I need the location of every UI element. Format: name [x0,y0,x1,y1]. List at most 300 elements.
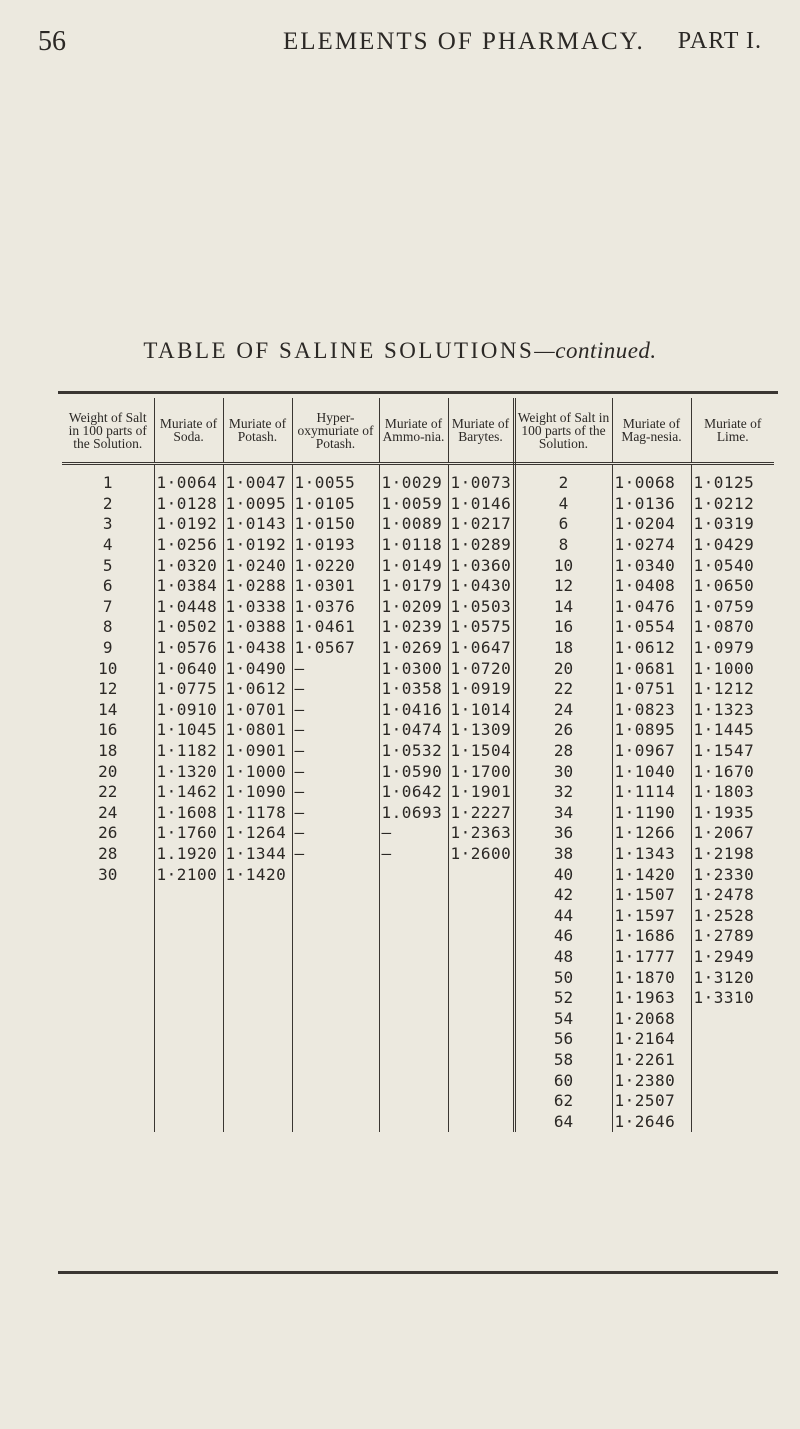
salt-weight-cell: 22 [514,679,612,700]
table-row [62,926,774,947]
specific-gravity-cell: 1·0029 [379,464,448,494]
specific-gravity-cell [292,1091,379,1112]
salt-weight-cell: 56 [514,1029,612,1050]
salt-weight-cell: 10 [514,555,612,576]
specific-gravity-cell: — [292,761,379,782]
table-row [62,576,774,597]
saline-solutions-table [62,398,774,1132]
specific-gravity-cell: 1·0554 [612,617,691,638]
specific-gravity-cell: 1·1504 [448,741,514,762]
specific-gravity-cell [154,1050,223,1071]
specific-gravity-cell: 1·0919 [448,679,514,700]
salt-weight-cell [62,1008,154,1029]
salt-weight-cell: 7 [62,597,154,618]
specific-gravity-cell: 1·0642 [379,782,448,803]
specific-gravity-cell [448,1008,514,1029]
specific-gravity-cell [691,1111,774,1132]
column-header: Muriate of Soda. [154,398,223,464]
specific-gravity-cell [223,1070,292,1091]
specific-gravity-cell: 1·0274 [612,535,691,556]
specific-gravity-cell: 1·0640 [154,658,223,679]
specific-gravity-cell: 1·0979 [693,638,755,658]
specific-gravity-cell: 1·1309 [448,720,514,741]
specific-gravity-cell [292,905,379,926]
table-row [62,905,774,926]
salt-weight-cell [62,1029,154,1050]
part-label: PART I. [677,28,762,54]
specific-gravity-cell [448,926,514,947]
salt-weight-cell: 12 [514,576,612,597]
specific-gravity-cell: 1·0209 [379,597,448,618]
specific-gravity-cell: 1·0775 [154,679,223,700]
specific-gravity-cell [448,1029,514,1050]
specific-gravity-cell: 1·0490 [223,658,292,679]
specific-gravity-cell [691,1091,774,1112]
specific-gravity-cell: 1·0384 [154,576,223,597]
specific-gravity-cell: 1·0647 [448,638,514,659]
salt-weight-cell: 20 [514,658,612,679]
specific-gravity-cell: 1·0430 [448,576,514,597]
specific-gravity-cell: 1·0301 [292,576,379,597]
salt-weight-cell: 42 [514,885,612,906]
salt-weight-cell: 52 [514,988,612,1009]
specific-gravity-cell: — [292,700,379,721]
salt-weight-cell: 4 [514,494,612,515]
specific-gravity-cell: 1·1670 [693,761,755,781]
table-row [62,638,774,659]
specific-gravity-cell [379,1111,448,1132]
specific-gravity-cell: 1·2068 [612,1008,691,1029]
specific-gravity-cell [154,967,223,988]
specific-gravity-cell [379,1029,448,1050]
table-row [62,844,774,865]
specific-gravity-cell: 1·1777 [612,947,691,968]
specific-gravity-cell: 1·2380 [612,1070,691,1091]
specific-gravity-cell [223,967,292,988]
specific-gravity-cell: 1·0358 [379,679,448,700]
column-header: Weight of Salt in 100 parts of the Solution. [62,398,154,464]
specific-gravity-cell: 1·0340 [612,555,691,576]
salt-weight-cell: 16 [514,617,612,638]
specific-gravity-cell: 1·0136 [612,494,691,515]
specific-gravity-cell: 1·0438 [223,638,292,659]
specific-gravity-cell: 1·1014 [448,700,514,721]
specific-gravity-cell: 1.0693 [379,803,448,824]
specific-gravity-cell: 1·1264 [223,823,292,844]
specific-gravity-cell: 1.1920 [154,844,223,865]
specific-gravity-cell: 1·0055 [292,464,379,494]
specific-gravity-cell: 1·0319 [693,514,755,534]
specific-gravity-cell [292,864,379,885]
salt-weight-cell [62,967,154,988]
specific-gravity-cell: 1·2528 [693,905,755,925]
specific-gravity-cell [379,926,448,947]
specific-gravity-cell [292,1050,379,1071]
specific-gravity-cell: 1·0289 [448,535,514,556]
table-row [62,617,774,638]
specific-gravity-cell: 1·1870 [612,967,691,988]
specific-gravity-cell: 1·0502 [154,617,223,638]
specific-gravity-cell: 1·0590 [379,761,448,782]
salt-weight-cell: 64 [514,1111,612,1132]
specific-gravity-cell [448,1050,514,1071]
specific-gravity-cell [379,1070,448,1091]
salt-weight-cell: 38 [514,844,612,865]
specific-gravity-cell: 1·0476 [612,597,691,618]
table-row [62,555,774,576]
column-header: Muriate of Potash. [223,398,292,464]
specific-gravity-cell: — [292,679,379,700]
specific-gravity-cell [448,1091,514,1112]
salt-weight-cell [62,1050,154,1071]
specific-gravity-cell: 1·1597 [612,905,691,926]
specific-gravity-cell: 1·0429 [693,535,755,555]
specific-gravity-cell: — [379,823,448,844]
specific-gravity-cell [448,988,514,1009]
specific-gravity-cell: 1·0150 [292,514,379,535]
column-header: Weight of Salt in 100 parts of the Solution. [514,398,612,464]
salt-weight-cell: 10 [62,658,154,679]
specific-gravity-cell: 1·0576 [154,638,223,659]
specific-gravity-cell: — [292,844,379,865]
specific-gravity-cell: 1·0448 [154,597,223,618]
salt-weight-cell: 5 [62,555,154,576]
salt-weight-cell: 6 [514,514,612,535]
salt-weight-cell: 3 [62,514,154,535]
column-header: Muriate of Barytes. [448,398,514,464]
salt-weight-cell: 32 [514,782,612,803]
specific-gravity-cell [292,1111,379,1132]
specific-gravity-cell: 1·0089 [379,514,448,535]
specific-gravity-cell: 1·1901 [448,782,514,803]
specific-gravity-cell [379,1050,448,1071]
salt-weight-cell: 62 [514,1091,612,1112]
specific-gravity-cell: 1·0193 [292,535,379,556]
salt-weight-cell [62,947,154,968]
specific-gravity-cell: 1·0895 [612,720,691,741]
salt-weight-cell: 24 [62,803,154,824]
specific-gravity-cell: 1·0320 [154,555,223,576]
specific-gravity-cell: 1·1963 [612,988,691,1009]
table-row [62,720,774,741]
column-header: Hyper-oxymuriate of Potash. [292,398,379,464]
table-row [62,761,774,782]
salt-weight-cell: 28 [514,741,612,762]
table-row [62,1111,774,1132]
specific-gravity-cell [292,947,379,968]
specific-gravity-cell [154,1008,223,1029]
table-title-main: TABLE OF SALINE SOLUTIONS [143,338,535,363]
specific-gravity-cell: 1·0149 [379,555,448,576]
salt-weight-cell: 36 [514,823,612,844]
specific-gravity-cell: 1·0376 [292,597,379,618]
specific-gravity-cell: 1·1182 [154,741,223,762]
specific-gravity-cell: 1·2198 [693,843,755,863]
table-row [62,885,774,906]
specific-gravity-cell: 1·1212 [693,679,755,699]
specific-gravity-cell [223,926,292,947]
table-row [62,741,774,762]
specific-gravity-cell: 1·0967 [612,741,691,762]
specific-gravity-cell: 1·0068 [612,464,691,494]
salt-weight-cell: 6 [62,576,154,597]
specific-gravity-cell: 1·2646 [612,1111,691,1132]
specific-gravity-cell [448,1111,514,1132]
specific-gravity-cell: 1·0612 [223,679,292,700]
page-number: 56 [38,26,66,57]
specific-gravity-cell: 1·0901 [223,741,292,762]
specific-gravity-cell: 1·2789 [693,926,755,946]
specific-gravity-cell [154,1111,223,1132]
table-row [62,864,774,885]
specific-gravity-cell: 1·0650 [693,576,755,596]
table-row [62,1070,774,1091]
specific-gravity-cell [691,1029,774,1050]
specific-gravity-cell [448,864,514,885]
specific-gravity-cell: 1·2478 [693,885,755,905]
specific-gravity-cell [292,967,379,988]
table-row [62,1008,774,1029]
specific-gravity-cell: 1·0192 [154,514,223,535]
specific-gravity-cell [292,885,379,906]
salt-weight-cell [62,1111,154,1132]
specific-gravity-cell [379,885,448,906]
specific-gravity-cell [223,1111,292,1132]
specific-gravity-cell: 1·0095 [223,494,292,515]
specific-gravity-cell: 1·0408 [612,576,691,597]
specific-gravity-cell [223,1091,292,1112]
column-header: Muriate of Mag-nesia. [612,398,691,464]
specific-gravity-cell: 1·1547 [693,741,755,761]
specific-gravity-cell [379,1008,448,1029]
table-row [62,782,774,803]
specific-gravity-cell: 1·1935 [693,802,755,822]
specific-gravity-cell: 1·0073 [448,464,514,494]
specific-gravity-cell: 1·2227 [448,803,514,824]
specific-gravity-cell: 1·0179 [379,576,448,597]
table-row [62,1091,774,1112]
specific-gravity-cell: 1·0612 [612,638,691,659]
specific-gravity-cell: 1·0910 [154,700,223,721]
column-header: Muriate of Ammo-nia. [379,398,448,464]
salt-weight-cell [62,988,154,1009]
specific-gravity-cell: 1·1507 [612,885,691,906]
specific-gravity-cell [379,947,448,968]
salt-weight-cell: 50 [514,967,612,988]
specific-gravity-cell [691,1050,774,1071]
specific-gravity-cell: 1·0701 [223,700,292,721]
specific-gravity-cell: 1·0474 [379,720,448,741]
specific-gravity-cell: 1·0360 [448,555,514,576]
specific-gravity-cell: 1·2261 [612,1050,691,1071]
specific-gravity-cell: 1·1090 [223,782,292,803]
specific-gravity-cell: — [292,720,379,741]
specific-gravity-cell [292,1029,379,1050]
specific-gravity-cell [154,1070,223,1091]
table-row [62,823,774,844]
specific-gravity-cell: 1·0204 [612,514,691,535]
specific-gravity-cell [379,967,448,988]
specific-gravity-cell: 1·1760 [154,823,223,844]
salt-weight-cell: 2 [62,494,154,515]
table-row [62,464,774,494]
salt-weight-cell: 60 [514,1070,612,1091]
table-top-rule [58,391,778,394]
specific-gravity-cell: 1·1178 [223,803,292,824]
specific-gravity-cell: 1·0575 [448,617,514,638]
salt-weight-cell: 18 [514,638,612,659]
specific-gravity-cell: 1·1420 [612,864,691,885]
specific-gravity-cell: 1·2164 [612,1029,691,1050]
specific-gravity-cell: 1·3120 [693,967,755,987]
salt-weight-cell: 8 [62,617,154,638]
specific-gravity-cell: 1·0212 [693,493,755,513]
specific-gravity-cell [154,926,223,947]
specific-gravity-cell [448,905,514,926]
specific-gravity-cell: 1·0416 [379,700,448,721]
specific-gravity-cell: 1·2067 [693,823,755,843]
table-row [62,947,774,968]
salt-weight-cell: 30 [62,864,154,885]
table-title-continued: —continued. [534,338,657,363]
table-bottom-rule [58,1271,778,1274]
specific-gravity-cell [223,947,292,968]
specific-gravity-cell: 1·1045 [154,720,223,741]
specific-gravity-cell: — [292,658,379,679]
salt-weight-cell: 8 [514,535,612,556]
specific-gravity-cell: 1·0118 [379,535,448,556]
specific-gravity-cell [448,1070,514,1091]
specific-gravity-cell: 1·0461 [292,617,379,638]
table-row [62,988,774,1009]
specific-gravity-cell [223,988,292,1009]
specific-gravity-cell: 1·2363 [448,823,514,844]
specific-gravity-cell: 1·1266 [612,823,691,844]
specific-gravity-cell: 1·1462 [154,782,223,803]
specific-gravity-cell [379,905,448,926]
specific-gravity-cell: 1·0751 [612,679,691,700]
salt-weight-cell: 58 [514,1050,612,1071]
salt-weight-cell: 2 [514,464,612,494]
specific-gravity-cell: 1·0720 [448,658,514,679]
table-row [62,514,774,535]
specific-gravity-cell: 1·0143 [223,514,292,535]
specific-gravity-cell: 1·0064 [154,464,223,494]
salt-weight-cell: 30 [514,761,612,782]
specific-gravity-cell [154,1029,223,1050]
specific-gravity-cell [379,864,448,885]
table-row [62,494,774,515]
specific-gravity-cell [223,905,292,926]
specific-gravity-cell: 1·1803 [693,782,755,802]
salt-weight-cell: 24 [514,700,612,721]
salt-weight-cell: 4 [62,535,154,556]
specific-gravity-cell: 1·2100 [154,864,223,885]
salt-weight-cell [62,1091,154,1112]
specific-gravity-cell: 1·1000 [693,658,755,678]
salt-weight-cell: 26 [514,720,612,741]
specific-gravity-cell: — [292,803,379,824]
specific-gravity-cell: 1·1700 [448,761,514,782]
salt-weight-cell [62,926,154,947]
specific-gravity-cell [448,947,514,968]
specific-gravity-cell: 1·0239 [379,617,448,638]
specific-gravity-cell [691,1070,774,1091]
specific-gravity-cell [379,988,448,1009]
column-header: Muriate of Lime. [691,398,774,464]
specific-gravity-cell [448,885,514,906]
specific-gravity-cell [292,1008,379,1029]
specific-gravity-cell: 1·0681 [612,658,691,679]
specific-gravity-cell: 1·0240 [223,555,292,576]
specific-gravity-cell: 1·0567 [292,638,379,659]
specific-gravity-cell: 1·1608 [154,803,223,824]
specific-gravity-cell [448,967,514,988]
specific-gravity-cell [691,1008,774,1029]
specific-gravity-cell: 1·0125 [693,473,755,493]
specific-gravity-cell: 1·2507 [612,1091,691,1112]
specific-gravity-cell: 1·0146 [448,494,514,515]
specific-gravity-cell: 1·1420 [223,864,292,885]
salt-weight-cell: 16 [62,720,154,741]
specific-gravity-cell: 1·0217 [448,514,514,535]
specific-gravity-cell: 1·0047 [223,464,292,494]
salt-weight-cell: 44 [514,905,612,926]
salt-weight-cell: 9 [62,638,154,659]
specific-gravity-cell: 1·0532 [379,741,448,762]
specific-gravity-cell: — [292,782,379,803]
salt-weight-cell: 1 [62,464,154,494]
specific-gravity-cell [223,885,292,906]
salt-weight-cell: 18 [62,741,154,762]
table-row [62,967,774,988]
running-head [38,26,762,66]
salt-weight-cell: 48 [514,947,612,968]
specific-gravity-cell: 1·0338 [223,597,292,618]
table-row [62,1050,774,1071]
specific-gravity-cell: 1·0870 [693,617,755,637]
specific-gravity-cell: 1·1040 [612,761,691,782]
specific-gravity-cell: 1·2600 [448,844,514,865]
salt-weight-cell: 22 [62,782,154,803]
specific-gravity-cell [154,988,223,1009]
table-row [62,535,774,556]
specific-gravity-cell: 1·1686 [612,926,691,947]
book-title: ELEMENTS OF PHARMACY. [283,28,645,55]
table-row [62,597,774,618]
specific-gravity-cell [154,1091,223,1112]
salt-weight-cell: 14 [514,597,612,618]
specific-gravity-cell [292,1070,379,1091]
table-header-row [62,398,774,464]
specific-gravity-cell: 1·0759 [693,596,755,616]
salt-weight-cell [62,905,154,926]
specific-gravity-cell: 1·1190 [612,803,691,824]
specific-gravity-cell: — [379,844,448,865]
specific-gravity-cell [223,1050,292,1071]
specific-gravity-cell [379,1091,448,1112]
specific-gravity-cell: 1·1114 [612,782,691,803]
specific-gravity-cell: 1·0128 [154,494,223,515]
salt-weight-cell [62,1070,154,1091]
specific-gravity-cell: 1·0256 [154,535,223,556]
specific-gravity-cell: 1·0059 [379,494,448,515]
specific-gravity-cell: 1·3310 [693,988,755,1008]
specific-gravity-cell [292,926,379,947]
table-row [62,1029,774,1050]
specific-gravity-cell: 1·0503 [448,597,514,618]
specific-gravity-cell: 1·0105 [292,494,379,515]
